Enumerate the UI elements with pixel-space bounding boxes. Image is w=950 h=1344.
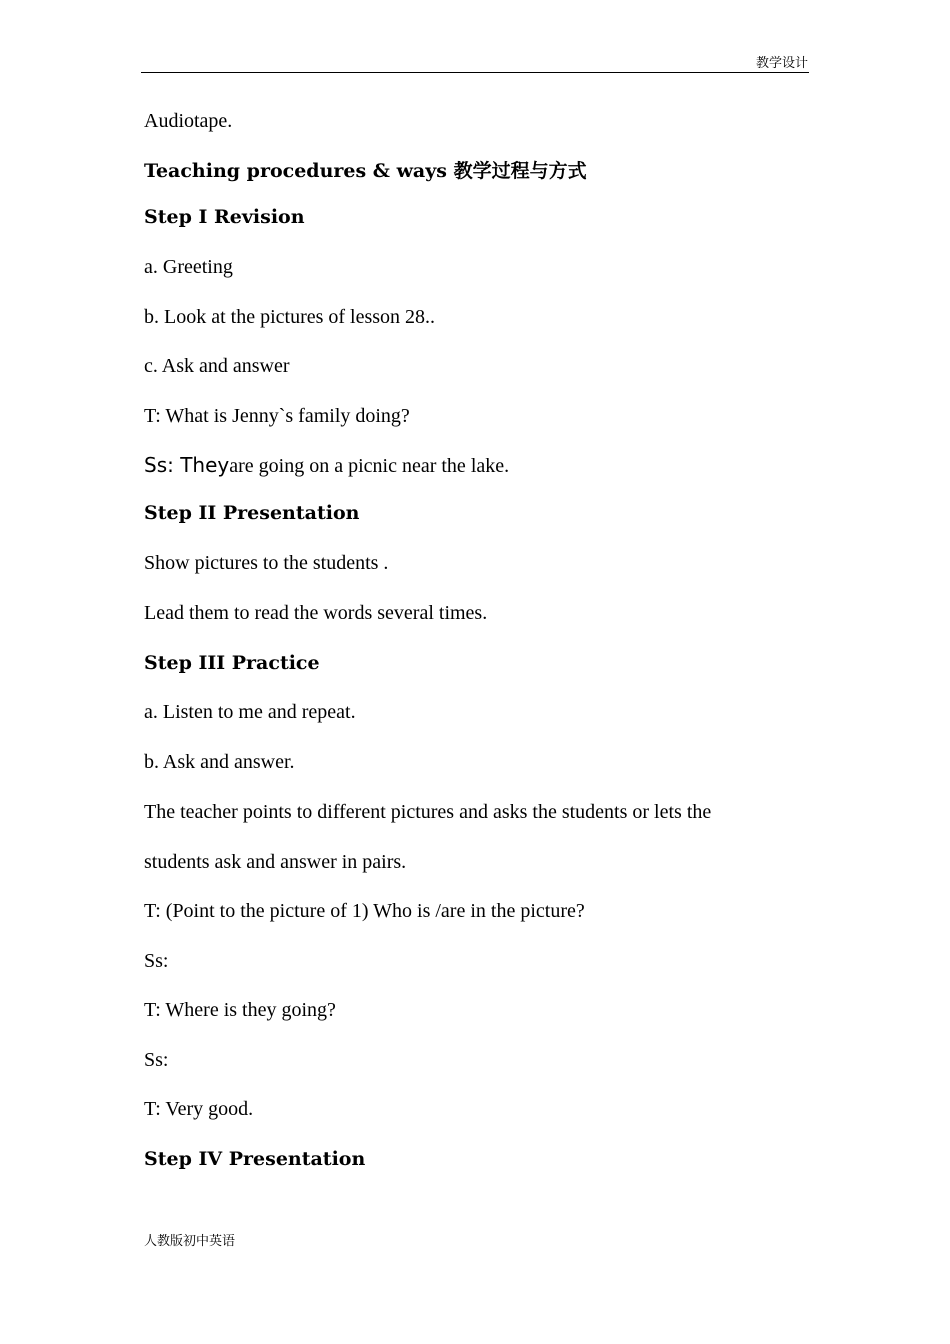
step1-heading: Step I Revision <box>144 206 305 228</box>
page-footer: 人教版初中英语 <box>144 1234 236 1249</box>
step1-item-b: b. Look at the pictures of lesson 28.. <box>144 306 436 328</box>
step3-paragraph-line-2: students ask and answer in pairs. <box>144 851 407 873</box>
step3-student-answer-2: Ss: <box>144 1049 169 1071</box>
step4-heading: Step IV Presentation <box>144 1148 366 1170</box>
step2-heading: Step II Presentation <box>144 502 360 524</box>
step3-heading: Step III Practice <box>144 652 320 674</box>
step1-item-a: a. Greeting <box>144 256 233 278</box>
step1-item-c: c. Ask and answer <box>144 355 290 377</box>
step3-teacher-question-2: T: Where is they going? <box>144 999 336 1021</box>
step1-teacher-question: T: What is Jenny`s family doing? <box>144 405 410 427</box>
student-answer-rest: are going on a picnic near the lake. <box>229 455 510 477</box>
procedures-heading: Teaching procedures & ways 教学过程与方式 <box>144 160 587 182</box>
step3-teacher-question-1: T: (Point to the picture of 1) Who is /are in the picture? <box>144 900 585 922</box>
student-answer-prefix: Ss: They <box>144 453 230 477</box>
step2-line-1: Show pictures to the students . <box>144 552 389 574</box>
step2-line-2: Lead them to read the words several times. <box>144 602 488 624</box>
step3-paragraph-line-1: The teacher points to different pictures and asks the students or lets the <box>144 801 712 823</box>
step3-item-b: b. Ask and answer. <box>144 751 295 773</box>
step3-teacher-praise: T: Very good. <box>144 1098 254 1120</box>
page-header: 教学设计 <box>755 56 808 71</box>
materials-line: Audiotape. <box>144 110 233 132</box>
step1-student-answer <box>144 452 509 479</box>
header-divider <box>141 72 809 73</box>
step3-student-answer-1: Ss: <box>144 950 169 972</box>
step3-item-a: a. Listen to me and repeat. <box>144 701 356 723</box>
